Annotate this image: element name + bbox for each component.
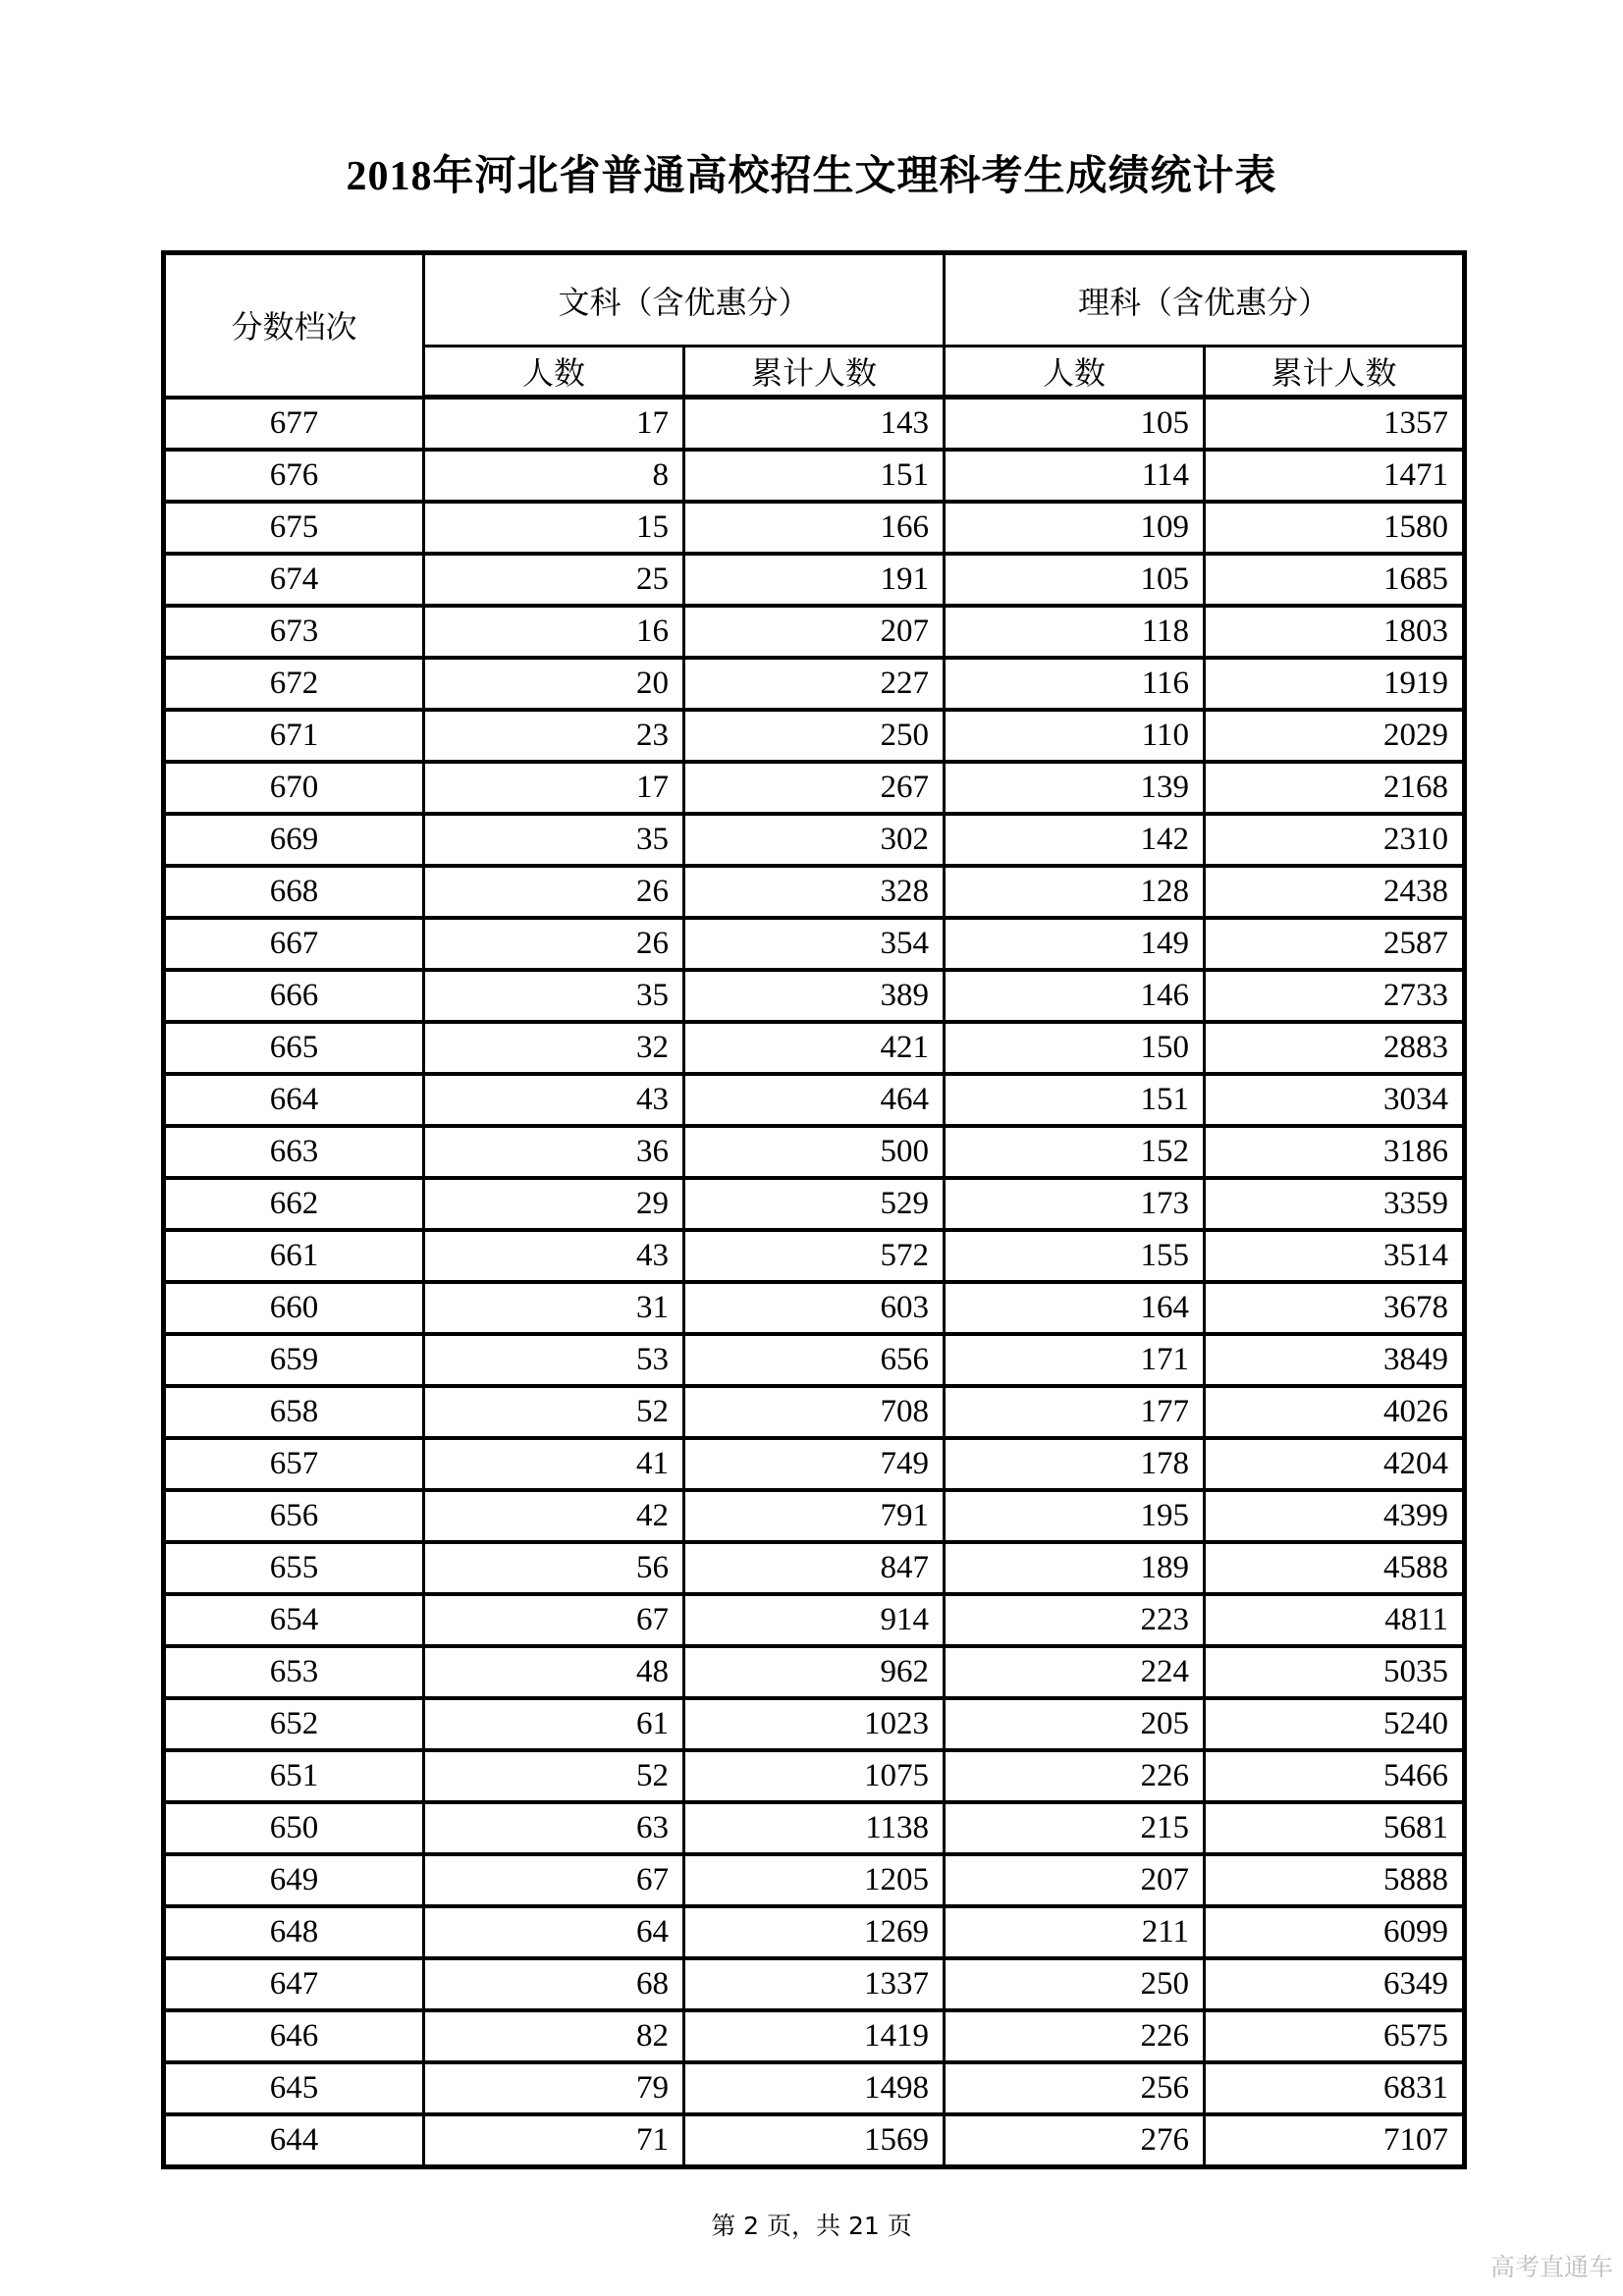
science-cumulative-cell: 3849 bbox=[1205, 1334, 1465, 1386]
arts-cumulative-cell: 328 bbox=[684, 866, 945, 918]
arts-count-cell: 79 bbox=[424, 2062, 684, 2114]
score-level-cell: 669 bbox=[164, 814, 424, 866]
science-cumulative-cell: 1471 bbox=[1205, 450, 1465, 502]
table-row bbox=[164, 1802, 1465, 1854]
arts-count-cell: 41 bbox=[424, 1438, 684, 1490]
science-count-cell: 164 bbox=[945, 1282, 1205, 1334]
arts-cumulative-cell: 1419 bbox=[684, 2010, 945, 2062]
science-cumulative-cell: 6575 bbox=[1205, 2010, 1465, 2062]
arts-count-cell: 61 bbox=[424, 1698, 684, 1750]
science-count-cell: 114 bbox=[945, 450, 1205, 502]
arts-cumulative-cell: 250 bbox=[684, 710, 945, 762]
score-level-cell: 646 bbox=[164, 2010, 424, 2062]
table-row bbox=[164, 1698, 1465, 1750]
table-row bbox=[164, 2062, 1465, 2114]
science-cumulative-cell: 4204 bbox=[1205, 1438, 1465, 1490]
science-count-cell: 276 bbox=[945, 2114, 1205, 2167]
table-row bbox=[164, 1282, 1465, 1334]
header-arts-cumulative: 累计人数 bbox=[684, 347, 945, 398]
score-level-cell: 662 bbox=[164, 1178, 424, 1230]
table-row bbox=[164, 554, 1465, 606]
science-count-cell: 226 bbox=[945, 2010, 1205, 2062]
table-row bbox=[164, 1750, 1465, 1802]
arts-count-cell: 16 bbox=[424, 606, 684, 658]
score-level-cell: 673 bbox=[164, 606, 424, 658]
arts-count-cell: 63 bbox=[424, 1802, 684, 1854]
arts-count-cell: 68 bbox=[424, 1958, 684, 2010]
arts-cumulative-cell: 267 bbox=[684, 762, 945, 814]
arts-cumulative-cell: 354 bbox=[684, 918, 945, 970]
table-row bbox=[164, 1230, 1465, 1282]
score-level-cell: 672 bbox=[164, 658, 424, 710]
science-cumulative-cell: 1803 bbox=[1205, 606, 1465, 658]
score-level-cell: 644 bbox=[164, 2114, 424, 2167]
science-cumulative-cell: 7107 bbox=[1205, 2114, 1465, 2167]
arts-count-cell: 43 bbox=[424, 1074, 684, 1126]
science-cumulative-cell: 3186 bbox=[1205, 1126, 1465, 1178]
table-body bbox=[164, 398, 1465, 2167]
score-level-cell: 668 bbox=[164, 866, 424, 918]
arts-count-cell: 36 bbox=[424, 1126, 684, 1178]
science-count-cell: 150 bbox=[945, 1022, 1205, 1074]
arts-count-cell: 31 bbox=[424, 1282, 684, 1334]
science-count-cell: 152 bbox=[945, 1126, 1205, 1178]
table-row bbox=[164, 814, 1465, 866]
table-row bbox=[164, 450, 1465, 502]
arts-cumulative-cell: 1075 bbox=[684, 1750, 945, 1802]
arts-cumulative-cell: 962 bbox=[684, 1646, 945, 1698]
arts-cumulative-cell: 749 bbox=[684, 1438, 945, 1490]
header-arts-count: 人数 bbox=[424, 347, 684, 398]
science-cumulative-cell: 2733 bbox=[1205, 970, 1465, 1022]
arts-count-cell: 56 bbox=[424, 1542, 684, 1594]
science-cumulative-cell: 6099 bbox=[1205, 1906, 1465, 1958]
table-row bbox=[164, 2010, 1465, 2062]
arts-cumulative-cell: 1498 bbox=[684, 2062, 945, 2114]
science-cumulative-cell: 1919 bbox=[1205, 658, 1465, 710]
arts-count-cell: 67 bbox=[424, 1594, 684, 1646]
arts-cumulative-cell: 708 bbox=[684, 1386, 945, 1438]
science-count-cell: 178 bbox=[945, 1438, 1205, 1490]
score-level-cell: 666 bbox=[164, 970, 424, 1022]
table-row bbox=[164, 1906, 1465, 1958]
arts-cumulative-cell: 1569 bbox=[684, 2114, 945, 2167]
table-header bbox=[164, 253, 1465, 398]
science-count-cell: 207 bbox=[945, 1854, 1205, 1906]
table-row bbox=[164, 1334, 1465, 1386]
arts-count-cell: 17 bbox=[424, 762, 684, 814]
arts-count-cell: 82 bbox=[424, 2010, 684, 2062]
arts-cumulative-cell: 302 bbox=[684, 814, 945, 866]
table-row bbox=[164, 1438, 1465, 1490]
science-cumulative-cell: 2438 bbox=[1205, 866, 1465, 918]
arts-cumulative-cell: 500 bbox=[684, 1126, 945, 1178]
science-cumulative-cell: 4811 bbox=[1205, 1594, 1465, 1646]
science-count-cell: 173 bbox=[945, 1178, 1205, 1230]
score-level-cell: 667 bbox=[164, 918, 424, 970]
science-count-cell: 256 bbox=[945, 2062, 1205, 2114]
arts-cumulative-cell: 603 bbox=[684, 1282, 945, 1334]
score-level-cell: 671 bbox=[164, 710, 424, 762]
score-level-cell: 654 bbox=[164, 1594, 424, 1646]
science-cumulative-cell: 6831 bbox=[1205, 2062, 1465, 2114]
arts-cumulative-cell: 572 bbox=[684, 1230, 945, 1282]
science-cumulative-cell: 1580 bbox=[1205, 502, 1465, 554]
header-science-count: 人数 bbox=[945, 347, 1205, 398]
arts-count-cell: 48 bbox=[424, 1646, 684, 1698]
arts-cumulative-cell: 207 bbox=[684, 606, 945, 658]
table-row bbox=[164, 606, 1465, 658]
science-count-cell: 215 bbox=[945, 1802, 1205, 1854]
score-level-cell: 655 bbox=[164, 1542, 424, 1594]
arts-cumulative-cell: 1269 bbox=[684, 1906, 945, 1958]
score-level-cell: 647 bbox=[164, 1958, 424, 2010]
arts-count-cell: 64 bbox=[424, 1906, 684, 1958]
arts-cumulative-cell: 1023 bbox=[684, 1698, 945, 1750]
science-cumulative-cell: 3514 bbox=[1205, 1230, 1465, 1282]
science-cumulative-cell: 5681 bbox=[1205, 1802, 1465, 1854]
table-row bbox=[164, 1178, 1465, 1230]
arts-count-cell: 32 bbox=[424, 1022, 684, 1074]
science-cumulative-cell: 2587 bbox=[1205, 918, 1465, 970]
table-row bbox=[164, 762, 1465, 814]
page-title: 2018年河北省普通高校招生文理科考生成绩统计表 bbox=[346, 154, 1277, 199]
table-row bbox=[164, 1126, 1465, 1178]
arts-count-cell: 20 bbox=[424, 658, 684, 710]
arts-count-cell: 52 bbox=[424, 1750, 684, 1802]
arts-cumulative-cell: 166 bbox=[684, 502, 945, 554]
science-cumulative-cell: 5466 bbox=[1205, 1750, 1465, 1802]
science-cumulative-cell: 3034 bbox=[1205, 1074, 1465, 1126]
science-cumulative-cell: 1685 bbox=[1205, 554, 1465, 606]
table-row bbox=[164, 398, 1465, 451]
arts-count-cell: 43 bbox=[424, 1230, 684, 1282]
score-level-cell: 663 bbox=[164, 1126, 424, 1178]
science-count-cell: 205 bbox=[945, 1698, 1205, 1750]
score-level-cell: 676 bbox=[164, 450, 424, 502]
science-count-cell: 195 bbox=[945, 1490, 1205, 1542]
science-count-cell: 142 bbox=[945, 814, 1205, 866]
science-count-cell: 171 bbox=[945, 1334, 1205, 1386]
arts-count-cell: 29 bbox=[424, 1178, 684, 1230]
header-group-row bbox=[164, 253, 1465, 347]
score-level-cell: 670 bbox=[164, 762, 424, 814]
science-cumulative-cell: 3359 bbox=[1205, 1178, 1465, 1230]
score-level-cell: 653 bbox=[164, 1646, 424, 1698]
arts-count-cell: 15 bbox=[424, 502, 684, 554]
score-level-cell: 677 bbox=[164, 398, 424, 451]
arts-count-cell: 8 bbox=[424, 450, 684, 502]
science-count-cell: 116 bbox=[945, 658, 1205, 710]
science-cumulative-cell: 4399 bbox=[1205, 1490, 1465, 1542]
arts-cumulative-cell: 227 bbox=[684, 658, 945, 710]
table-row bbox=[164, 1542, 1465, 1594]
science-count-cell: 105 bbox=[945, 554, 1205, 606]
page-number: 第 2 页，共 21 页 bbox=[711, 2212, 912, 2240]
arts-cumulative-cell: 464 bbox=[684, 1074, 945, 1126]
arts-cumulative-cell: 1337 bbox=[684, 1958, 945, 2010]
science-count-cell: 139 bbox=[945, 762, 1205, 814]
science-cumulative-cell: 4588 bbox=[1205, 1542, 1465, 1594]
science-count-cell: 211 bbox=[945, 1906, 1205, 1958]
science-count-cell: 128 bbox=[945, 866, 1205, 918]
score-level-cell: 652 bbox=[164, 1698, 424, 1750]
science-count-cell: 146 bbox=[945, 970, 1205, 1022]
science-cumulative-cell: 3678 bbox=[1205, 1282, 1465, 1334]
header-arts-group: 文科（含优惠分） bbox=[424, 253, 945, 347]
arts-cumulative-cell: 1138 bbox=[684, 1802, 945, 1854]
score-level-cell: 651 bbox=[164, 1750, 424, 1802]
score-level-cell: 656 bbox=[164, 1490, 424, 1542]
science-cumulative-cell: 5035 bbox=[1205, 1646, 1465, 1698]
science-cumulative-cell: 2029 bbox=[1205, 710, 1465, 762]
science-cumulative-cell: 4026 bbox=[1205, 1386, 1465, 1438]
arts-cumulative-cell: 151 bbox=[684, 450, 945, 502]
science-count-cell: 118 bbox=[945, 606, 1205, 658]
science-cumulative-cell: 6349 bbox=[1205, 1958, 1465, 2010]
table-row bbox=[164, 866, 1465, 918]
score-level-cell: 650 bbox=[164, 1802, 424, 1854]
score-level-cell: 664 bbox=[164, 1074, 424, 1126]
science-cumulative-cell: 2310 bbox=[1205, 814, 1465, 866]
arts-cumulative-cell: 914 bbox=[684, 1594, 945, 1646]
science-cumulative-cell: 5240 bbox=[1205, 1698, 1465, 1750]
score-level-cell: 645 bbox=[164, 2062, 424, 2114]
header-science-cumulative: 累计人数 bbox=[1205, 347, 1465, 398]
arts-count-cell: 25 bbox=[424, 554, 684, 606]
arts-count-cell: 52 bbox=[424, 1386, 684, 1438]
score-level-cell: 665 bbox=[164, 1022, 424, 1074]
score-level-cell: 658 bbox=[164, 1386, 424, 1438]
arts-cumulative-cell: 191 bbox=[684, 554, 945, 606]
score-level-cell: 674 bbox=[164, 554, 424, 606]
table-row bbox=[164, 1490, 1465, 1542]
score-statistics-table bbox=[161, 250, 1467, 2169]
arts-cumulative-cell: 421 bbox=[684, 1022, 945, 1074]
score-level-cell: 661 bbox=[164, 1230, 424, 1282]
arts-cumulative-cell: 389 bbox=[684, 970, 945, 1022]
table-row bbox=[164, 2114, 1465, 2167]
science-count-cell: 250 bbox=[945, 1958, 1205, 2010]
table-row bbox=[164, 658, 1465, 710]
watermark: 高考直通车 bbox=[1489, 2253, 1613, 2281]
arts-count-cell: 67 bbox=[424, 1854, 684, 1906]
table-row bbox=[164, 1958, 1465, 2010]
science-count-cell: 223 bbox=[945, 1594, 1205, 1646]
arts-cumulative-cell: 791 bbox=[684, 1490, 945, 1542]
arts-count-cell: 23 bbox=[424, 710, 684, 762]
science-count-cell: 226 bbox=[945, 1750, 1205, 1802]
table-row bbox=[164, 1022, 1465, 1074]
arts-cumulative-cell: 656 bbox=[684, 1334, 945, 1386]
arts-count-cell: 26 bbox=[424, 866, 684, 918]
science-count-cell: 110 bbox=[945, 710, 1205, 762]
science-count-cell: 224 bbox=[945, 1646, 1205, 1698]
science-count-cell: 177 bbox=[945, 1386, 1205, 1438]
arts-count-cell: 17 bbox=[424, 398, 684, 451]
score-level-cell: 675 bbox=[164, 502, 424, 554]
score-level-cell: 657 bbox=[164, 1438, 424, 1490]
science-cumulative-cell: 5888 bbox=[1205, 1854, 1465, 1906]
science-cumulative-cell: 2168 bbox=[1205, 762, 1465, 814]
arts-count-cell: 53 bbox=[424, 1334, 684, 1386]
science-cumulative-cell: 2883 bbox=[1205, 1022, 1465, 1074]
science-count-cell: 151 bbox=[945, 1074, 1205, 1126]
table-row bbox=[164, 970, 1465, 1022]
science-count-cell: 189 bbox=[945, 1542, 1205, 1594]
arts-count-cell: 71 bbox=[424, 2114, 684, 2167]
science-cumulative-cell: 1357 bbox=[1205, 398, 1465, 451]
arts-count-cell: 26 bbox=[424, 918, 684, 970]
arts-cumulative-cell: 1205 bbox=[684, 1854, 945, 1906]
table-row bbox=[164, 918, 1465, 970]
science-count-cell: 105 bbox=[945, 398, 1205, 451]
header-science-group: 理科（含优惠分） bbox=[945, 253, 1465, 347]
score-level-cell: 649 bbox=[164, 1854, 424, 1906]
science-count-cell: 149 bbox=[945, 918, 1205, 970]
arts-count-cell: 35 bbox=[424, 970, 684, 1022]
arts-count-cell: 35 bbox=[424, 814, 684, 866]
science-count-cell: 155 bbox=[945, 1230, 1205, 1282]
table-row bbox=[164, 1074, 1465, 1126]
header-score-level: 分数档次 bbox=[164, 253, 424, 398]
table-row bbox=[164, 1594, 1465, 1646]
table-row bbox=[164, 710, 1465, 762]
arts-count-cell: 42 bbox=[424, 1490, 684, 1542]
table-row bbox=[164, 502, 1465, 554]
score-level-cell: 659 bbox=[164, 1334, 424, 1386]
arts-cumulative-cell: 847 bbox=[684, 1542, 945, 1594]
arts-cumulative-cell: 529 bbox=[684, 1178, 945, 1230]
science-count-cell: 109 bbox=[945, 502, 1205, 554]
score-level-cell: 660 bbox=[164, 1282, 424, 1334]
arts-cumulative-cell: 143 bbox=[684, 398, 945, 451]
table-row bbox=[164, 1854, 1465, 1906]
score-level-cell: 648 bbox=[164, 1906, 424, 1958]
table-row bbox=[164, 1646, 1465, 1698]
table-row bbox=[164, 1386, 1465, 1438]
